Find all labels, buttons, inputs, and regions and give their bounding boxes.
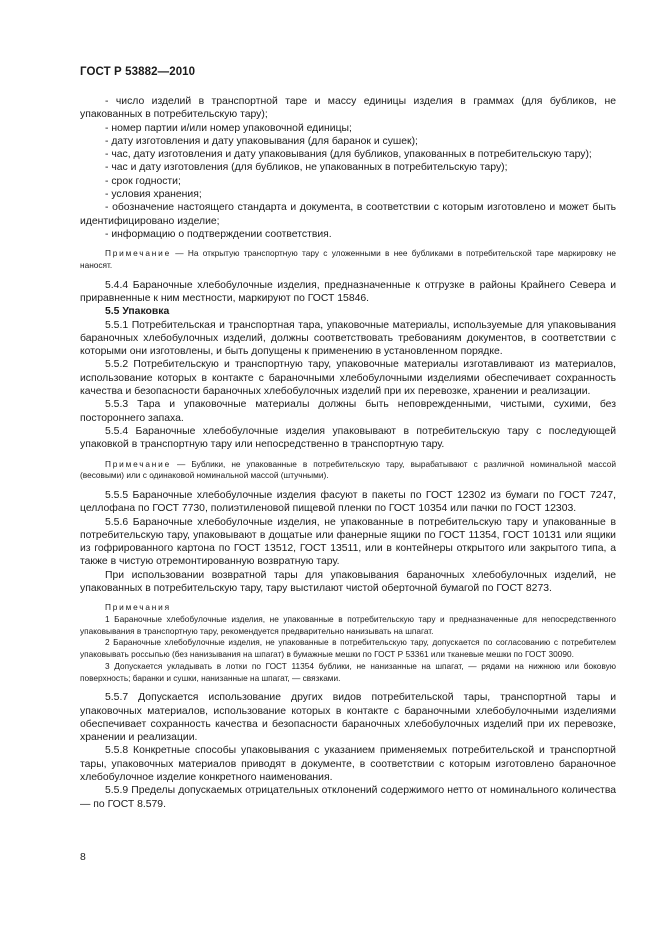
paragraph-5-4-4: 5.4.4 Бараночные хлебобулочные изделия, предназначенные к отгрузке в районы Крайнего Севера и приравненные к ним местности, маркируют по ГОСТ 15846. [80, 279, 616, 304]
note-text: — Бублики, не упакованные в потребительскую тару, вырабатывают с различной номинальной массой (весовыми) или с одинаковой номинальной массой (штучными). [80, 458, 616, 481]
page-number: 8 [80, 852, 86, 863]
paragraph-5-5-7: 5.5.7 Допускается использование других видов потребительской тары, транспортной тары и упаковочных материалов, использование которых в контакте с бараночными хлебобулочными изделиями обеспечивает сохранность качества и безопасности бараночных хлебобулочных изделий при их перевозке, хранении и реализации. [80, 692, 616, 744]
note-item: 1 Бараночные хлебобулочные изделия, не упакованные в потребительскую тару и предназначенные для непосредственного упаковывания в транспортную тару, рекомендуется предварительно нанизывать на шпагат. [80, 614, 616, 636]
note-item: 3 Допускается укладывать в лотки по ГОСТ 11354 бублики, не нанизанные на шпагат, — рядами на нижнюю или боковую поверхность; баранки и сушки, нанизанные на шпагат, — связками. [80, 660, 616, 683]
paragraph-5-5-6: 5.5.6 Бараночные хлебобулочные изделия, не упакованные в потребительскую тару и упакованные в потребительскую тару, упаковывают в дощатые или фанерные ящики по ГОСТ 11354, ГОСТ 10131 или ящики из гофрированного картона по ГОСТ 13512, ГОСТ 13511, или в контейнеры открытого или закрытого типа, а также в чистую отремонтированную возвратную тару. [80, 516, 616, 568]
note-label: Примечание [105, 458, 172, 469]
list-item: - условия хранения; [105, 189, 202, 201]
paragraph-5-5-1: 5.5.1 Потребительская и транспортная тара, упаковочные материалы, используемые для упаковывания бараночных хлебобулочных изделий, должны соответствовать требованиям документов, в соответствии с которыми они изготовлены, и быть допущены к применению в установленном порядке. [80, 319, 616, 358]
list-item: - номер партии и/или номер упаковочной единицы; [105, 122, 352, 134]
note-label: Примечание [105, 248, 172, 259]
paragraph-5-5-8: 5.5.8 Конкретные способы упаковывания с указанием применяемых потребительской и транспортной тары, упаковочных материалов приводят в документе, в соответствии с которым изготовлено бараночное хлебобулочное изделие конкретного наименования. [80, 745, 616, 784]
document-body [80, 95, 616, 811]
paragraph-5-5-9: 5.5.9 Пределы допускаемых отрицательных отклонений содержимого нетто от номинального количества — по ГОСТ 8.579. [80, 785, 616, 810]
note-1 [80, 248, 616, 271]
list-item: - срок годности; [105, 175, 181, 187]
list-item: - дату изготовления и дату упаковывания (для баранок и сушек); [105, 135, 418, 147]
note-item: 2 Бараночные хлебобулочные изделия, не упакованные в потребительскую тару, допускается по согласованию с потребителем упаковывать россыпью (без нанизывания на шпагат) в бумажные мешки по ГОСТ Р 53361 или тканевые мешки по ГОСТ 30090. [80, 637, 616, 660]
list-item: - информацию о подтверждении соответствия. [105, 228, 332, 240]
document-header: ГОСТ Р 53882—2010 [80, 66, 196, 78]
paragraph-5-5-4: 5.5.4 Бараночные хлебобулочные изделия упаковывают в потребительскую тару с последующей упаковкой в транспортную тару или непосредственно в транспортную тару. [80, 425, 616, 451]
list-item: - час, дату изготовления и дату упаковывания (для бубликов, упакованных в потребительскую тару); [105, 149, 592, 161]
list-item: - обозначение настоящего стандарта и документа, в соответствии с которым изготовлено и может быть идентифицировано изделие; [80, 202, 616, 227]
list-item: - час и дату изготовления (для бубликов, не упакованных в потребительскую тару); [105, 162, 508, 174]
paragraph-5-5-3: 5.5.3 Тара и упаковочные материалы должны быть неповрежденными, чистыми, сухими, без постороннего запаха. [80, 399, 616, 424]
notes-label: Примечания [105, 602, 171, 613]
paragraph-5-5-2: 5.5.2 Потребительскую и транспортную тару, упаковочные материалы изготавливают из материалов, использование которых в контакте с бараночными хлебобулочными изделиями обеспечивает сохранность качества и безопасности бараночных хлебобулочных изделий при их перевозке, хранении и реализации. [80, 359, 616, 398]
paragraph-5-5-5: 5.5.5 Бараночные хлебобулочные изделия фасуют в пакеты по ГОСТ 12302 из бумаги по ГОСТ 7247, целлофана по ГОСТ 7730, полиэтиленовой пищевой пленки по ГОСТ 10354 или пачки по ГОСТ 12303. [80, 489, 616, 515]
list-item: - число изделий в транспортной таре и массу единицы изделия в граммах (для бубликов, не упакованных в потребительскую тару); [80, 96, 616, 121]
paragraph-5-5-6-continued: При использовании возвратной тары для упаковывания бараночных хлебобулочных изделий, не упакованных в потребительскую тару, тару выстилают чистой оберточной бумагой по ГОСТ 8273. [80, 569, 616, 595]
note-text: — На открытую транспортную тару с уложенными в нее бубликами в потребительской таре маркировку не наносят. [80, 248, 616, 270]
note-2 [80, 459, 616, 482]
section-heading-5-5: 5.5 Упаковка [105, 306, 170, 318]
